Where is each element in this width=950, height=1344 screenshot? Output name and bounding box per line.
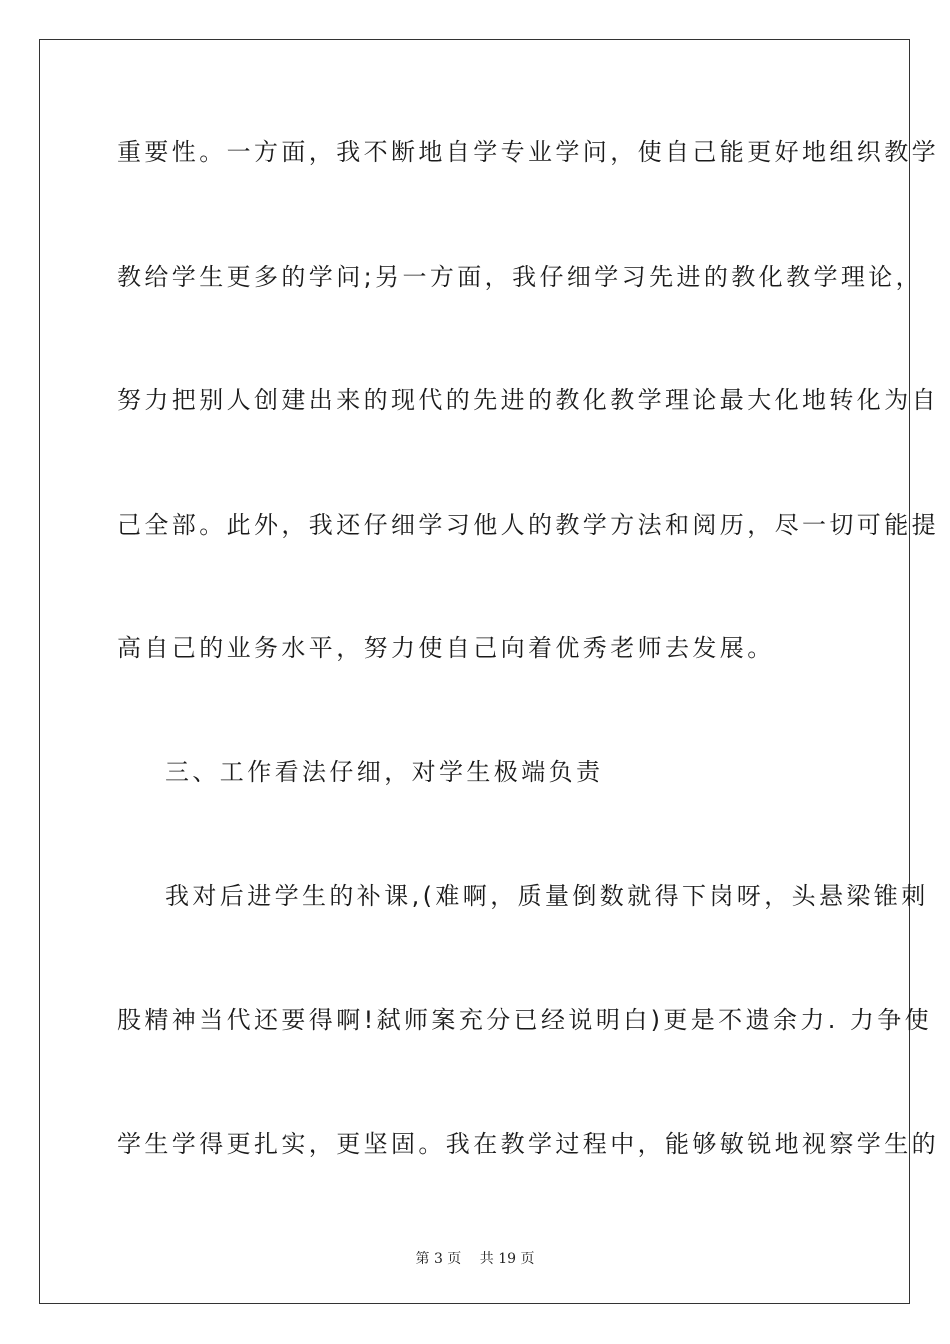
body-line-1: 重要性。一方面，我不断地自学专业学问，使自己能更好地组织教学 bbox=[117, 138, 939, 166]
body-line-6: 我对后进学生的补课,(难啊，质量倒数就得下岗呀，头悬梁锥刺 bbox=[165, 882, 929, 910]
body-line-3: 努力把别人创建出来的现代的先进的教化教学理论最大化地转化为自 bbox=[117, 386, 939, 414]
body-line-2: 教给学生更多的学问;另一方面，我仔细学习先进的教化教学理论， bbox=[117, 263, 924, 291]
body-line-5: 高自己的业务水平，努力使自己向着优秀老师去发展。 bbox=[117, 634, 775, 662]
body-line-7: 股精神当代还要得啊!弑师案充分已经说明白)更是不遗余力. 力争使 bbox=[117, 1006, 933, 1034]
page-number-footer: 第 3 页 共 19 页 bbox=[415, 1251, 535, 1267]
body-line-4: 己全部。此外，我还仔细学习他人的教学方法和阅历，尽一切可能提 bbox=[117, 511, 939, 539]
section-heading: 三、工作看法仔细，对学生极端负责 bbox=[165, 758, 604, 786]
page-border bbox=[39, 39, 939, 1304]
body-line-8: 学生学得更扎实，更坚固。我在教学过程中，能够敏锐地视察学生的 bbox=[117, 1130, 939, 1158]
